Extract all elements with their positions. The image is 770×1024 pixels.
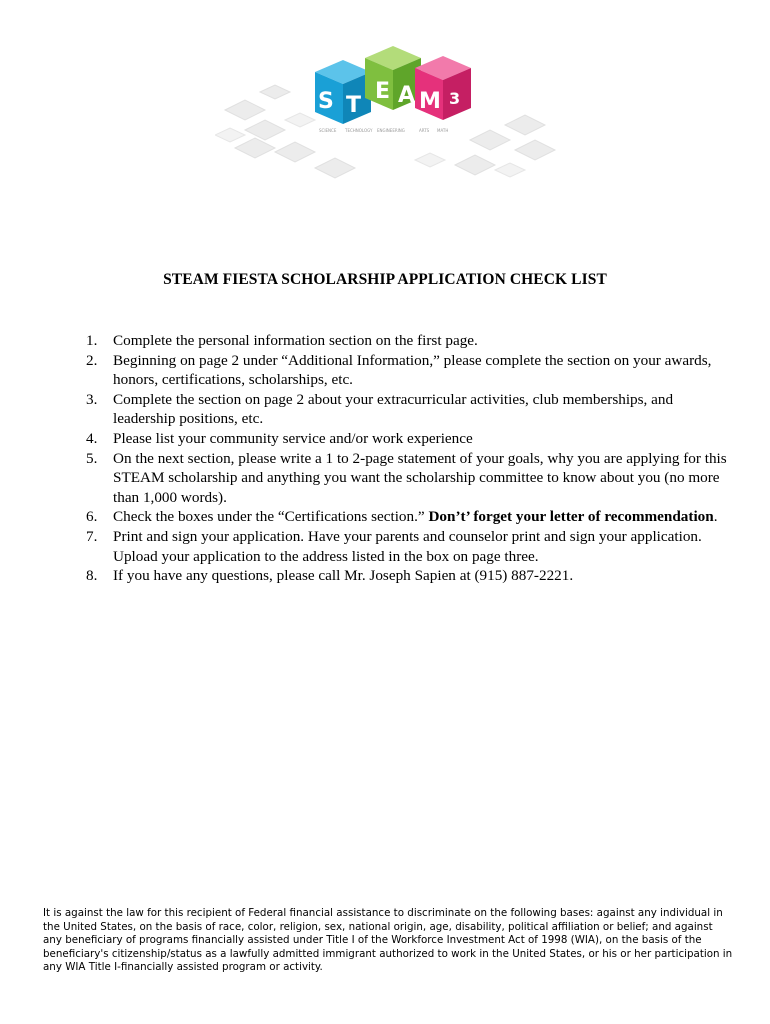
item-text: Complete the personal information section on the first page. [113,332,478,349]
logo-subtitle-word: MATH [437,128,449,133]
steam-logo [215,40,560,190]
document-title: STEAM FIESTA SCHOLARSHIP APPLICATION CHECK LIST [163,271,607,288]
checklist-item [86,390,731,429]
logo-subtitle-word: SCIENCE [319,128,337,133]
footer-text: It is against the law for this recipient of Federal financial assistance to discriminate on the following bases: against any individual in the United States, on the basis of race, color, religion, sex, national origin, age, disability, political affiliation or belief; and against any beneficiary of programs financially assisted under Title I of the Workforce Investment Act of 1998 (WIA), on the basis of the beneficiary's citizenship/status as a lawfully admitted immigrant authorized to work in the United States, or his or her participation in any WIA Title I-financially assisted program or activity. [43,907,733,974]
checklist-item [86,507,731,527]
nondiscrimination-notice [43,907,733,975]
checklist [86,331,731,586]
logo-subtitle-word: ENGINEERING [377,128,405,133]
item-emphasis-text: Don’t’ forget your letter of recommendation [428,508,714,526]
logo-letter: E [375,79,391,104]
checklist-item [86,429,731,449]
item-number: 6. [86,508,98,526]
logo-letter: A [398,83,416,108]
item-text: . [713,508,718,526]
checklist-item [86,351,731,390]
checklist-item [86,331,731,351]
item-text: Complete the section on page 2 about your extracurricular activities, club memberships, and leadership positions, etc. [113,390,674,428]
steam-logo-graphic [215,40,560,190]
item-text: Check the boxes under the “Certifications section.” [113,508,429,526]
item-text: Beginning on page 2 under “Additional Information,” please complete the section on your awards, honors, certifications, scholarships, etc. [113,351,712,389]
item-text: If you have any questions, please call Mr. Joseph Sapien at (915) 887-2221. [113,567,574,585]
logo-letter: M [419,89,441,114]
logo-letter: 3 [449,89,461,108]
item-number: 5. [86,449,98,467]
logo-subtitle-word: TECHNOLOGY [345,128,373,133]
item-text: Print and sign your application. Have your parents and counselor print and sign your application. Upload your application to the address listed in the box on page three. [113,527,702,565]
item-number: 2. [86,351,98,369]
item-number: 1. [86,332,98,349]
item-number: 8. [86,567,98,585]
logo-subtitle-word: ARTS [419,128,430,133]
item-number: 4. [86,429,98,447]
item-text: On the next section, please write a 1 to 2-page statement of your goals, why you are applying for this STEAM scholarship and anything you want the scholarship committee to know about you (no more than 1,000 words). [113,449,727,506]
item-number: 3. [86,390,98,408]
checklist-item [86,566,731,586]
logo-letter: T [346,93,362,118]
logo-letter: S [318,89,334,114]
checklist-item [86,449,731,508]
checklist-item [86,527,731,566]
item-text: Please list your community service and/or work experience [113,429,473,447]
item-number: 7. [86,527,98,545]
